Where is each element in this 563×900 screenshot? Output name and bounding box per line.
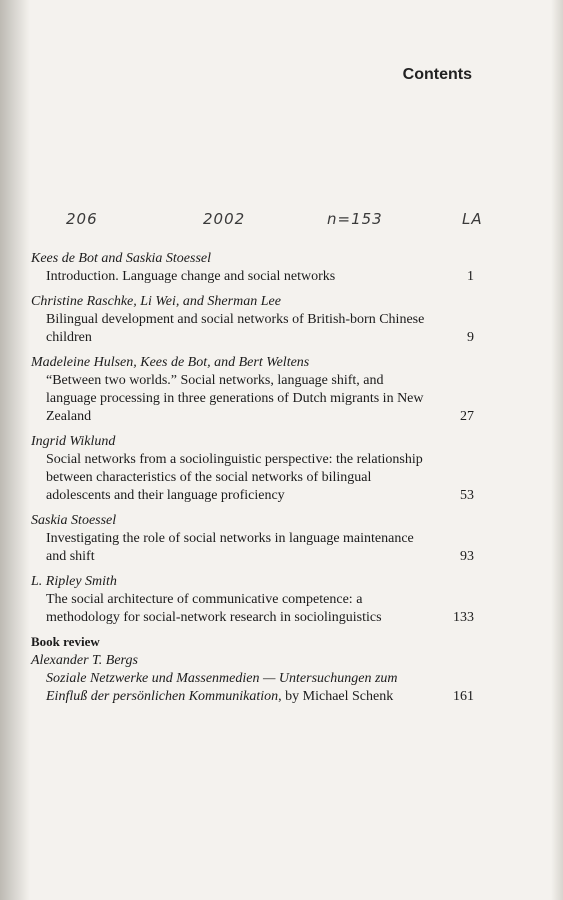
toc-entry bbox=[31, 250, 474, 286]
entry-page-number: 161 bbox=[453, 689, 474, 704]
entry-page-number: 1 bbox=[467, 269, 474, 284]
toc-entry-book-review bbox=[31, 652, 474, 706]
entry-page-number: 27 bbox=[460, 409, 474, 424]
entry-authors: L. Ripley Smith bbox=[31, 574, 117, 589]
handwritten-note-2: 2002 bbox=[203, 210, 246, 228]
toc-entry bbox=[31, 433, 474, 505]
handwritten-note-4: LA bbox=[462, 210, 483, 228]
entry-page-number: 9 bbox=[467, 330, 474, 345]
entry-title: Investigating the role of social networks in language maintenance and shift bbox=[46, 531, 414, 564]
page-gutter-shadow bbox=[0, 0, 30, 900]
section-heading-book-review: Book review bbox=[31, 634, 100, 649]
entry-authors: Madeleine Hulsen, Kees de Bot, and Bert Weltens bbox=[31, 355, 310, 370]
page-title: Contents bbox=[402, 66, 472, 83]
toc-entry bbox=[31, 573, 474, 627]
entry-page-number: 133 bbox=[453, 610, 474, 625]
handwritten-note-3: n=153 bbox=[327, 210, 383, 228]
entry-page-number: 93 bbox=[460, 549, 474, 564]
handwritten-note-1: 206 bbox=[66, 210, 98, 228]
entry-authors: Ingrid Wiklund bbox=[31, 434, 116, 449]
toc-entry bbox=[31, 354, 474, 426]
entry-authors: Alexander T. Bergs bbox=[31, 653, 138, 668]
entry-page-number: 53 bbox=[460, 488, 474, 503]
toc-entry bbox=[31, 512, 474, 566]
entry-title: Social networks from a sociolinguistic perspective: the relationship between characteristics of the social networks of bilingual adolescents and their language proficiency bbox=[46, 452, 423, 503]
entry-title: “Between two worlds.” Social networks, language shift, and language processing in three generations of Dutch migrants in New Zealand bbox=[46, 373, 424, 424]
page-edge-shadow bbox=[551, 0, 563, 900]
entry-title: Introduction. Language change and social networks bbox=[46, 269, 336, 284]
entry-title bbox=[31, 670, 426, 706]
entry-title: The social architecture of communicative competence: a methodology for social-network research in sociolinguistics bbox=[46, 592, 382, 625]
toc-entry bbox=[31, 293, 474, 347]
entry-authors: Christine Raschke, Li Wei, and Sherman Lee bbox=[31, 294, 281, 309]
entry-title: Bilingual development and social networks of British-born Chinese children bbox=[46, 312, 425, 345]
review-book-author: , by Michael Schenk bbox=[278, 689, 394, 704]
review-book-title: Soziale Netzwerke und Massenmedien — Untersuchungen zum Einfluß der persönlichen Kommunikation bbox=[46, 671, 398, 704]
entry-authors: Kees de Bot and Saskia Stoessel bbox=[31, 251, 212, 266]
entry-authors: Saskia Stoessel bbox=[31, 513, 117, 528]
table-of-contents bbox=[31, 250, 474, 713]
